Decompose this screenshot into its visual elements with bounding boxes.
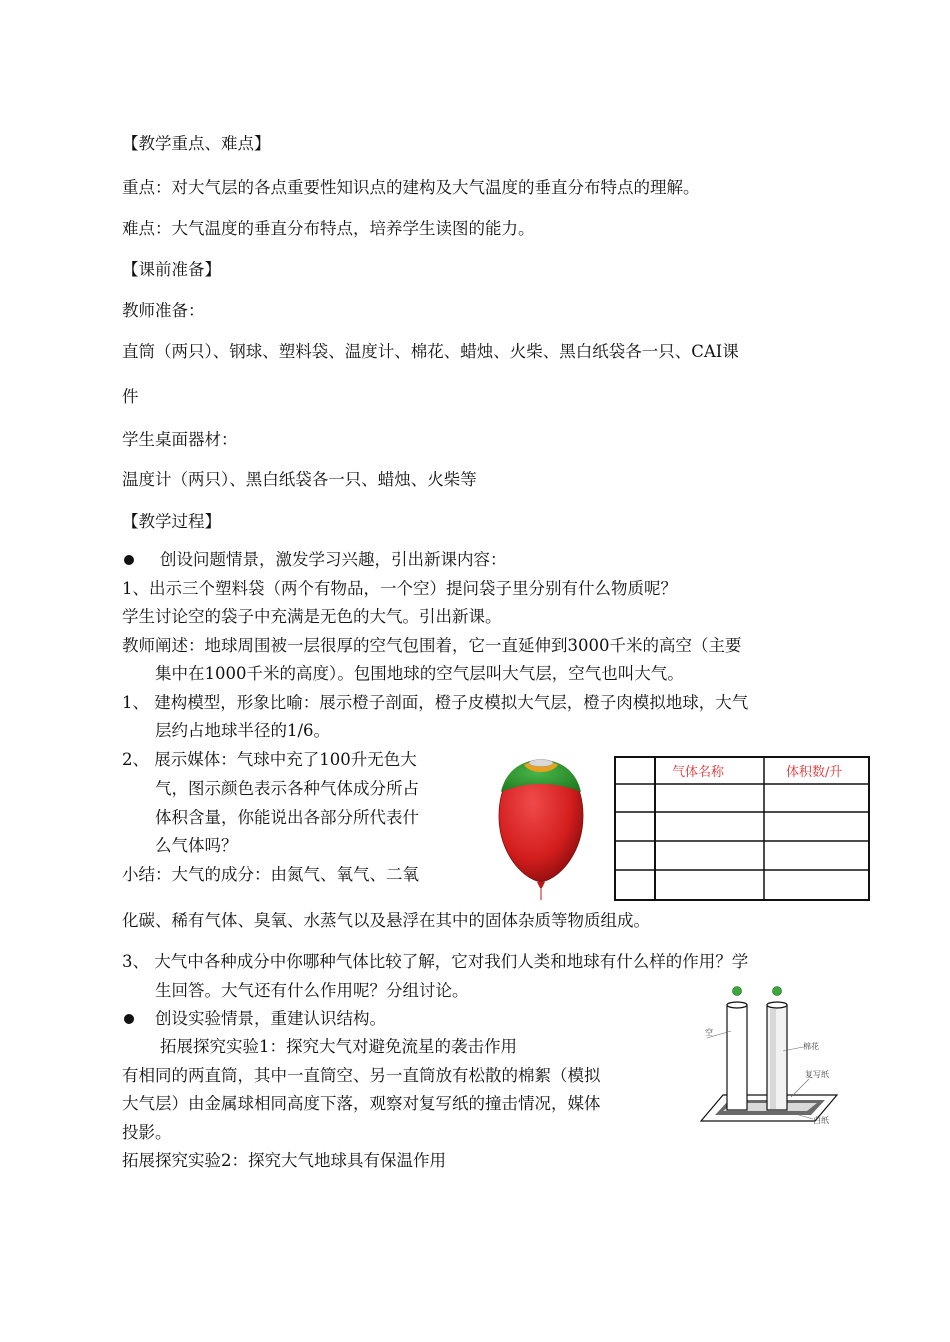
- experiment-1-line-b: 大气层）由金属球相同高度下落，观察对复写纸的撞击情况，媒体: [122, 1094, 601, 1113]
- table-header-gas-name: 气体名称: [672, 765, 725, 780]
- paragraph-2: 学生讨论空的袋子中充满是无色的大气。引出新课。: [122, 607, 502, 626]
- section-heading-prep: 【课前准备】: [122, 260, 221, 279]
- table-header-volume: 体积数/升: [786, 765, 843, 780]
- paragraph-5c: 体积含量，你能说出各部分所代表什: [155, 808, 419, 827]
- section-heading-focus: 【教学重点、难点】: [122, 134, 271, 153]
- paragraph-5d: 么气体吗？: [155, 836, 238, 855]
- balloon-illustration: [496, 752, 586, 902]
- experiment-1-title: 拓展探究实验1：探究大气对避免流星的袭击作用: [160, 1037, 517, 1056]
- label-carbon-paper: 复写纸: [805, 1070, 829, 1079]
- experiment-1-line-c: 投影。: [122, 1123, 172, 1142]
- paragraph-6a: 小结：大气的成分：由氮气、氧气、二氧: [122, 865, 419, 884]
- paragraph-6b: 化碳、稀有气体、臭氧、水蒸气以及悬浮在其中的固体杂质等物质组成。: [122, 911, 650, 930]
- paragraph-3b: 集中在1000千米的高度）。包围地球的空气层叫大气层，空气也叫大气。: [155, 664, 684, 683]
- key-point-text: 重点：对大气层的各点重要性知识点的建构及大气温度的垂直分布特点的理解。: [122, 178, 700, 197]
- bullet-dot-2: [124, 1014, 134, 1024]
- label-white-paper: 白纸: [813, 1116, 829, 1125]
- difficulty-text: 难点：大气温度的垂直分布特点，培养学生读图的能力。: [122, 219, 535, 238]
- paragraph-4a: 1、 建构模型，形象比喻：展示橙子剖面，橙子皮模拟大气层，橙子肉模拟地球，大气: [122, 693, 749, 712]
- label-cotton: 棉花: [803, 1042, 819, 1051]
- teacher-items-line-1: 直筒（两只）、钢球、塑料袋、温度计、棉花、蜡烛、火柴、黑白纸袋各一只、CAI课: [122, 342, 739, 361]
- bullet-text-1: 创设问题情景，激发学习兴趣，引出新课内容：: [160, 550, 507, 569]
- paragraph-1: 1、出示三个塑料袋（两个有物品，一个空）提问袋子里分别有什么物质呢？: [122, 579, 677, 598]
- paragraph-5a: 2、 展示媒体：气球中充了100升无色大: [122, 750, 417, 769]
- student-items-label: 学生桌面器材：: [122, 430, 238, 449]
- section-heading-process: 【教学过程】: [122, 512, 221, 531]
- bullet-dot-1: [124, 555, 134, 565]
- experiment-2-title: 拓展探究实验2：探究大气地球具有保温作用: [122, 1151, 446, 1170]
- teacher-prep-label: 教师准备：: [122, 301, 205, 320]
- paragraph-5b: 气，图示颜色表示各种气体成分所占: [155, 779, 419, 798]
- tube-experiment-figure: [695, 983, 845, 1128]
- gas-table: [614, 756, 870, 901]
- label-empty: 空: [705, 1028, 713, 1037]
- paragraph-7a: 3、 大气中各种成分中你哪种气体比较了解，它对我们人类和地球有什么样的作用？学: [122, 952, 749, 971]
- paragraph-7b: 生回答。大气还有什么作用呢？分组讨论。: [155, 981, 469, 1000]
- paragraph-4b: 层约占地球半径的1/6。: [155, 721, 331, 740]
- experiment-1-line-a: 有相同的两直筒，其中一直筒空、另一直筒放有松散的棉絮（模拟: [122, 1066, 601, 1085]
- steel-ball-left: [733, 987, 742, 996]
- bullet-text-2: 创设实验情景，重建认识结构。: [155, 1009, 386, 1028]
- steel-ball-right: [773, 987, 782, 996]
- paragraph-3a: 教师阐述：地球周围被一层很厚的空气包围着，它一直延伸到3000千米的高空（主要: [122, 636, 742, 655]
- teacher-items-line-2: 件: [122, 387, 139, 406]
- student-items-text: 温度计（两只）、黑白纸袋各一只、蜡烛、火柴等: [122, 470, 477, 489]
